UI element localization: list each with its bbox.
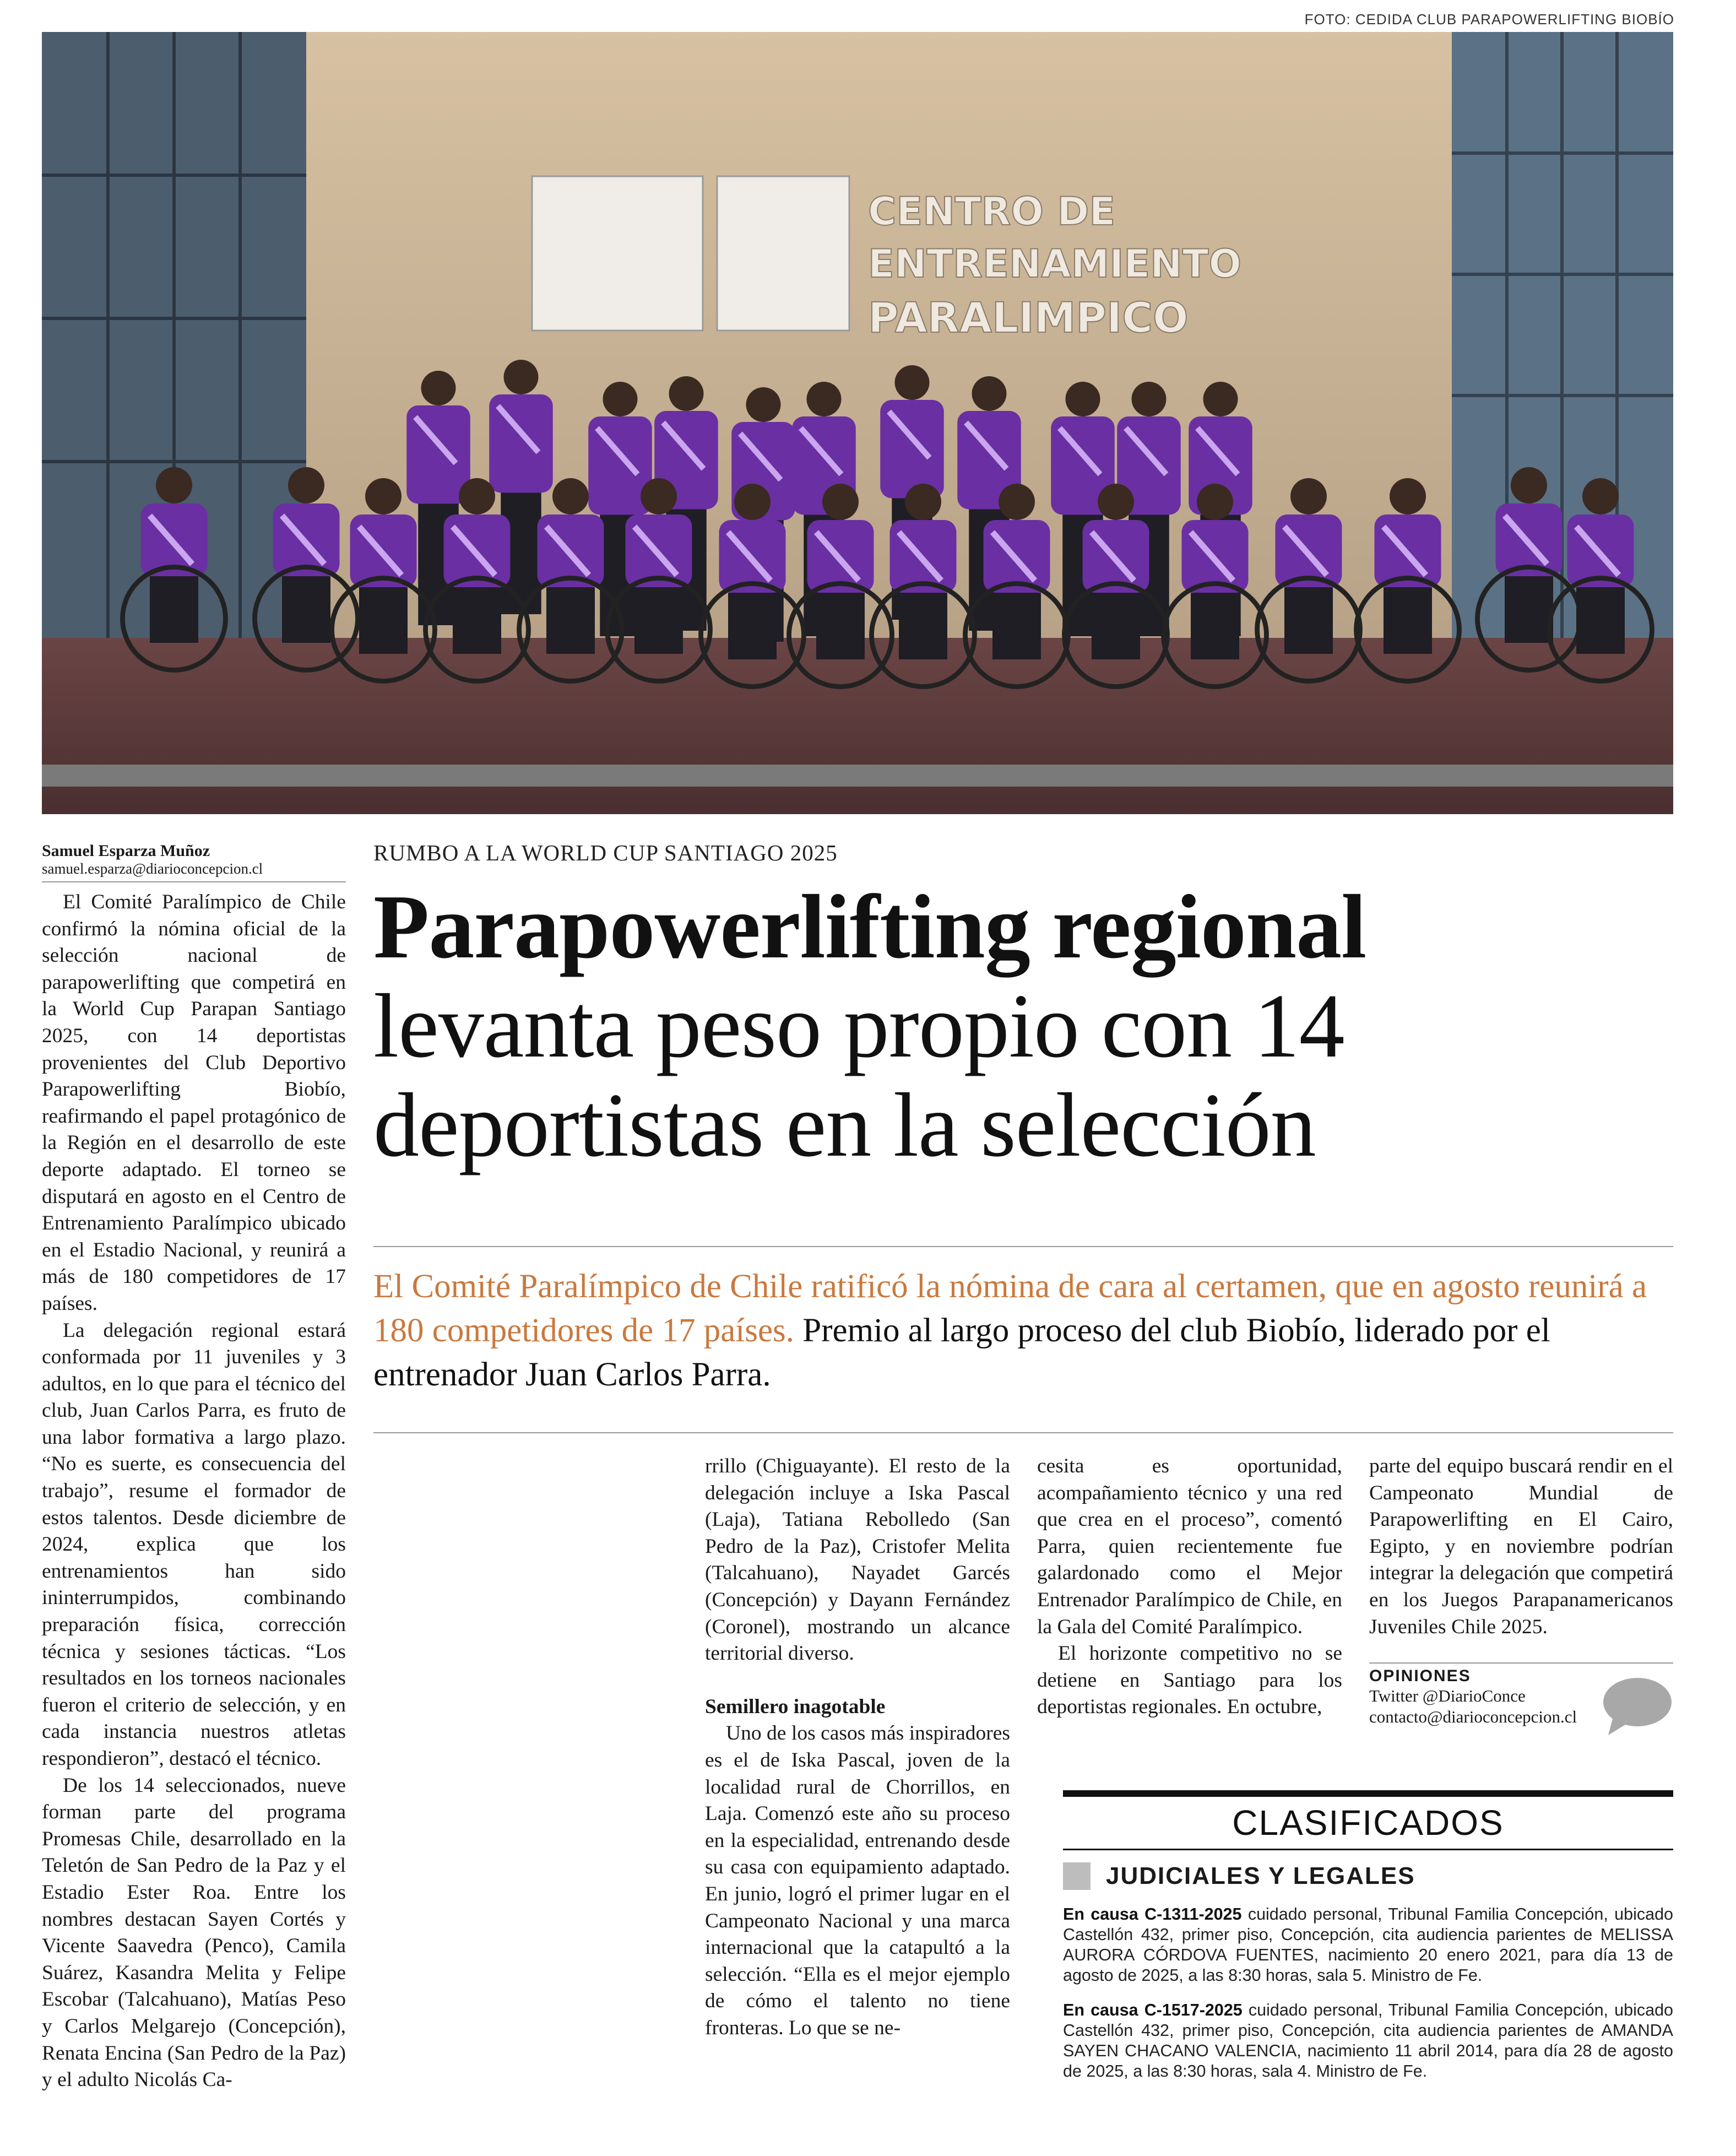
opinions-twitter[interactable]: Twitter @DiarioConce: [1369, 1686, 1526, 1705]
article-column-2: [705, 1453, 1010, 2041]
team-photo: [42, 32, 1673, 814]
opinions-box: [1369, 1667, 1673, 1744]
classifieds-bar: [1063, 1790, 1673, 1797]
section-square-icon: [1063, 1862, 1091, 1890]
byline-email[interactable]: samuel.esparza@diarioconcepcion.cl: [42, 860, 263, 877]
headline: [373, 877, 1673, 1174]
paragraph: cesita es oportunidad, acompañamiento técnico y una red que crea en el proceso”, comentó Parra, quien recientemente fue galardonado como el Mejor Entrenador Paralímpico de Chile, en la Gala del Comité Paralímpico.: [1037, 1455, 1342, 1638]
opinions-rule: [1369, 1662, 1673, 1664]
judicial-title: JUDICIALES Y LEGALES: [1106, 1862, 1415, 1889]
classifieds-section: [1063, 1790, 1673, 2082]
classifieds-rule: [1063, 1849, 1673, 1850]
paragraph: El Comité Paralímpico de Chile confirmó la nómina oficial de la selección nacional de parapowerlifting que competirá en la World Cup Parapan Santiago 2025, con 14 deportistas provenientes del Club Deportivo Parapowerlifting Biobío, reafirmando el papel protagónico de la Región en el desarrollo de este deporte adaptado. El torneo se disputará en agosto en el Centro de Entrenamiento Paralímpico ubicado en el Estadio Nacional, y reunirá a más de 180 competidores de 17 países.: [42, 891, 346, 1315]
notice-case: En causa C-1517-2025: [1063, 2001, 1243, 2019]
speech-bubble-icon: [1602, 1676, 1673, 1736]
article-column-4: [1369, 1453, 1673, 1640]
sign-line-3: PARALIMPICO: [868, 293, 1189, 342]
notice-text: cuidado personal, Tribunal Familia Concepción, ubicado Castellón 432, primer piso, Concepción, cita audiencia parientes de AMANDA SAYEN CHACANO VALENCIA, nacimiento 11 abril 2014, para día 28 de agosto de 2025, a las 8:30 horas, sala 4. Ministro de Fe.: [1063, 2001, 1673, 2081]
article-column-3: [1037, 1453, 1342, 1721]
lead-bottom-rule: [373, 1432, 1673, 1433]
legal-notice: [1063, 1904, 1673, 1986]
byline-rule: [42, 881, 346, 882]
sign-line-1: CENTRO DE: [868, 189, 1116, 234]
legal-notice: [1063, 2000, 1673, 2082]
sign-line-2: ENTRENAMIENTO: [868, 241, 1241, 286]
classifieds-title: CLASIFICADOS: [1232, 1803, 1504, 1843]
lead-rest: Premio al largo proceso del club Biobío, liderado por el entrenador Juan Carlos Parra.: [373, 1312, 1550, 1393]
lead-top-rule: [373, 1246, 1673, 1247]
notice-case: En causa C-1311-2025: [1063, 1905, 1242, 1924]
paragraph: Uno de los casos más inspiradores es el de Iska Pascal, joven de la localidad rural de Chorrillos, en Laja. Comenzó este año su proceso en la especialidad, entrenando desde su casa con equipamiento adaptado. En junio, logró el primer lugar en el Campeonato Nacional y una marca internacional que la catapultó a la selección. “Ella es el mejor ejemplo de cómo el talento no tiene fronteras. Lo que se ne-: [705, 1722, 1010, 2039]
opinions-title: OPINIONES: [1369, 1667, 1471, 1685]
paragraph: De los 14 seleccionados, nueve forman parte del programa Promesas Chile, desarrollado en la Teletón de San Pedro de la Paz y el Estadio Ester Roa. Entre los nombres destacan Sayen Cortés y Vicente Saavedra (Penco), Camila Suárez, Kasandra Melita y Felipe Escobar (Talcahuano), Matías Peso y Carlos Melgarejo (Concepción), Renata Encina (San Pedro de la Paz) y el adulto Nicolás Ca-: [42, 1774, 346, 2092]
notice-text: cuidado personal, Tribunal Familia Concepción, ubicado Castellón 432, primer piso, Concepción, cita audiencia parientes de MELISSA AURORA CÓRDOVA FUENTES, nacimiento 20 enero 2021, para día 13 de agosto de 2025, a las 8:30 horas, sala 5. Ministro de Fe.: [1063, 1905, 1673, 1985]
kicker: RUMBO A LA WORLD CUP SANTIAGO 2025: [373, 840, 838, 865]
photo-credit: FOTO: CEDIDA CLUB PARAPOWERLIFTING BIOBÍO: [1304, 11, 1674, 28]
byline-name: Samuel Esparza Muñoz: [42, 842, 210, 860]
paragraph: El horizonte competitivo no se detiene en Santiago para los deportistas regionales. En octubre,: [1037, 1642, 1342, 1719]
headline-bold: Parapowerlifting regional: [373, 876, 1366, 977]
paragraph: La delegación regional estará conformada por 11 juveniles y 3 adultos, en lo que para el técnico del club, Juan Carlos Parra, es fruto de una labor formativa a largo plazo. “No es suerte, es consecuencia del trabajo”, resume el formador de estos talentos. Desde diciembre de 2024, explica que los entrenamientos han sido ininterrumpidos, combinando preparación física, corrección técnica y sesiones tácticas. “Los resultados en los torneos nacionales fueron el criterio de selección, y en cada instancia nuestros atletas respondieron”, destacó el técnico.: [42, 1319, 346, 1770]
article-column-1: [42, 889, 346, 2094]
lead-highlight: El Comité Paralímpico de Chile ratificó la nómina de cara al certamen, que en agosto reunirá a 180 competidores de 17 países.: [373, 1268, 1647, 1349]
lead: [373, 1265, 1673, 1397]
judicial-header: [1063, 1862, 1673, 1890]
paragraph: rrillo (Chiguayante). El resto de la delegación incluye a Iska Pascal (Laja), Tatiana Rebolledo (San Pedro de la Paz), Cristofer Melita (Talcahuano), Nayadet Garcés (Concepción) y Dayann Fernández (Coronel), mostrando un alcance territorial diverso.: [705, 1455, 1010, 1665]
headline-light: levanta peso propio con 14 deportistas en la selección: [373, 975, 1344, 1175]
opinions-email[interactable]: contacto@diarioconcepcion.cl: [1369, 1707, 1577, 1726]
paragraph: parte del equipo buscará rendir en el Campeonato Mundial de Parapowerlifting en El Cairo, Egipto, y en noviembre podrían integrar la delegación que competirá en los Juegos Parapanamericanos Juveniles Chile 2025.: [1369, 1455, 1673, 1638]
subhead: Semillero inagotable: [705, 1695, 886, 1718]
